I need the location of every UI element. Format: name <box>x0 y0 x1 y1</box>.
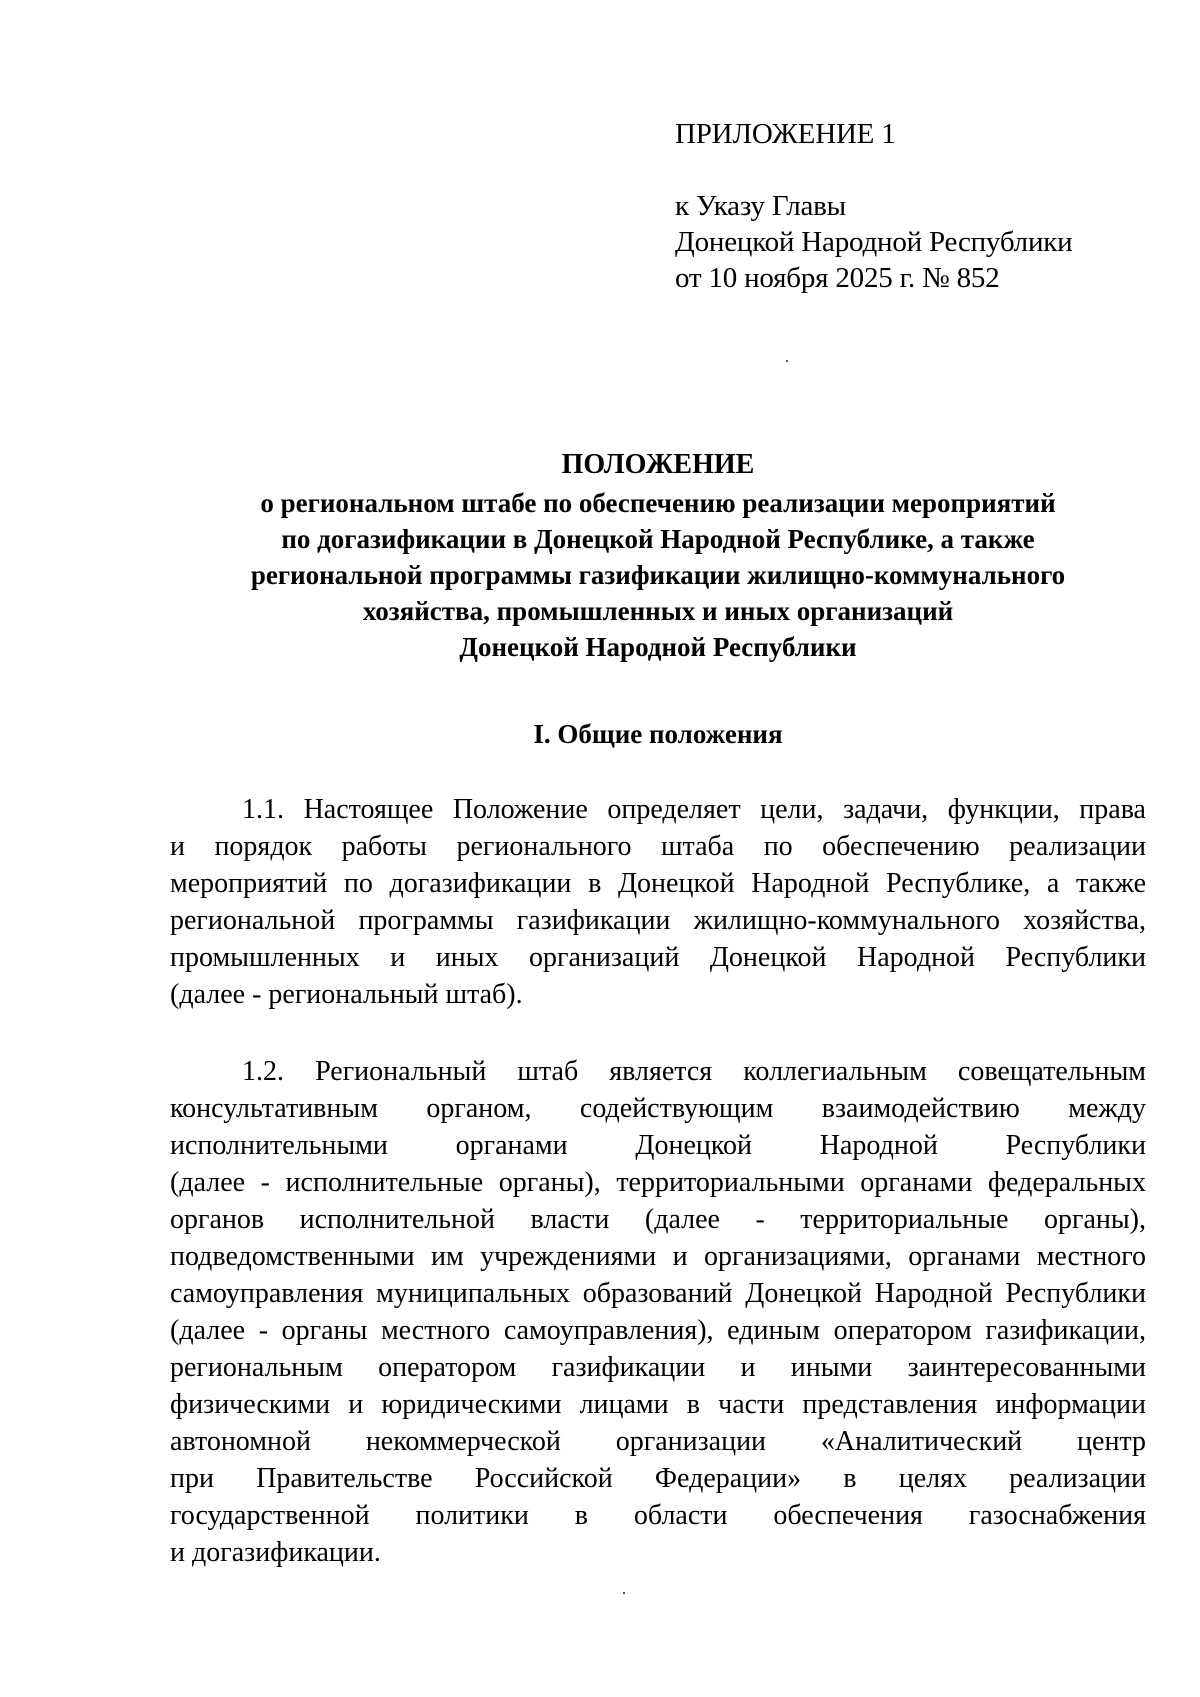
paragraph-line: региональным оператором газификации и иными заинтересованными <box>170 1352 1146 1383</box>
paragraph-line: исполнительными органами Донецкой Народной Республики <box>170 1130 1146 1161</box>
appendix-ref-line: к Указу Главы <box>675 190 846 222</box>
paragraph-line: мероприятий по догазификации в Донецкой Народной Республике, а также <box>170 868 1146 899</box>
paragraph-line: 1.2. Региональный штаб является коллегиальным совещательным <box>242 1056 1146 1087</box>
paragraph-line: физическими и юридическими лицами в части представления информации <box>170 1389 1146 1420</box>
paragraph-line: и догазификации. <box>170 1537 381 1568</box>
paragraph-line: автономной некоммерческой организации «Аналитический центр <box>170 1426 1146 1457</box>
paragraph-line: 1.1. Настоящее Положение определяет цели, задачи, функции, права <box>242 794 1146 825</box>
appendix-ref-line: от 10 ноября 2025 г. № 852 <box>675 262 1000 294</box>
document-title: ПОЛОЖЕНИЕ <box>561 449 755 480</box>
document-subtitle-line: по догазификации в Донецкой Народной Республике, а также <box>281 524 1035 554</box>
appendix-title: ПРИЛОЖЕНИЕ 1 <box>675 118 896 150</box>
paragraph-line: органов исполнительной власти (далее - территориальные органы), <box>170 1204 1146 1235</box>
paragraph-line: промышленных и иных организаций Донецкой Народной Республики <box>170 942 1146 973</box>
paragraph-line: (далее - региональный штаб). <box>170 979 523 1010</box>
appendix-ref-line: Донецкой Народной Республики <box>675 226 1073 258</box>
paragraph-line: при Правительстве Российской Федерации» в целях реализации <box>170 1463 1146 1494</box>
section-title: I. Общие положения <box>533 719 783 749</box>
appendix-block <box>675 116 1072 296</box>
document-heading <box>170 447 1146 665</box>
scan-speck <box>623 1592 625 1594</box>
paragraph-line: подведомственными им учреждениями и организациями, органами местного <box>170 1241 1146 1272</box>
paragraph-line: (далее - органы местного самоуправления), единым оператором газификации, <box>170 1315 1146 1346</box>
document-subtitle-line: Донецкой Народной Республики <box>459 632 857 662</box>
paragraph-line: государственной политики в области обеспечения газоснабжения <box>170 1500 1146 1531</box>
paragraph-line: и порядок работы регионального штаба по обеспечению реализации <box>170 831 1146 862</box>
paragraph-line: региональной программы газификации жилищно-коммунального хозяйства, <box>170 905 1146 936</box>
document-subtitle-line: о региональном штабе по обеспечению реализации мероприятий <box>260 488 1056 518</box>
document-subtitle-line: региональной программы газификации жилищно-коммунального <box>250 560 1066 590</box>
paragraph-1-2 <box>170 1053 1146 1571</box>
paragraph-line: консультативным органом, содействующим взаимодействию между <box>170 1093 1146 1124</box>
paragraph-1-1 <box>170 791 1146 1013</box>
paragraph-line: (далее - исполнительные органы), территориальными органами федеральных <box>170 1167 1146 1198</box>
paragraph-line: самоуправления муниципальных образований Донецкой Народной Республики <box>170 1278 1146 1309</box>
document-subtitle-line: хозяйства, промышленных и иных организаций <box>362 596 954 626</box>
scan-speck <box>786 360 788 362</box>
